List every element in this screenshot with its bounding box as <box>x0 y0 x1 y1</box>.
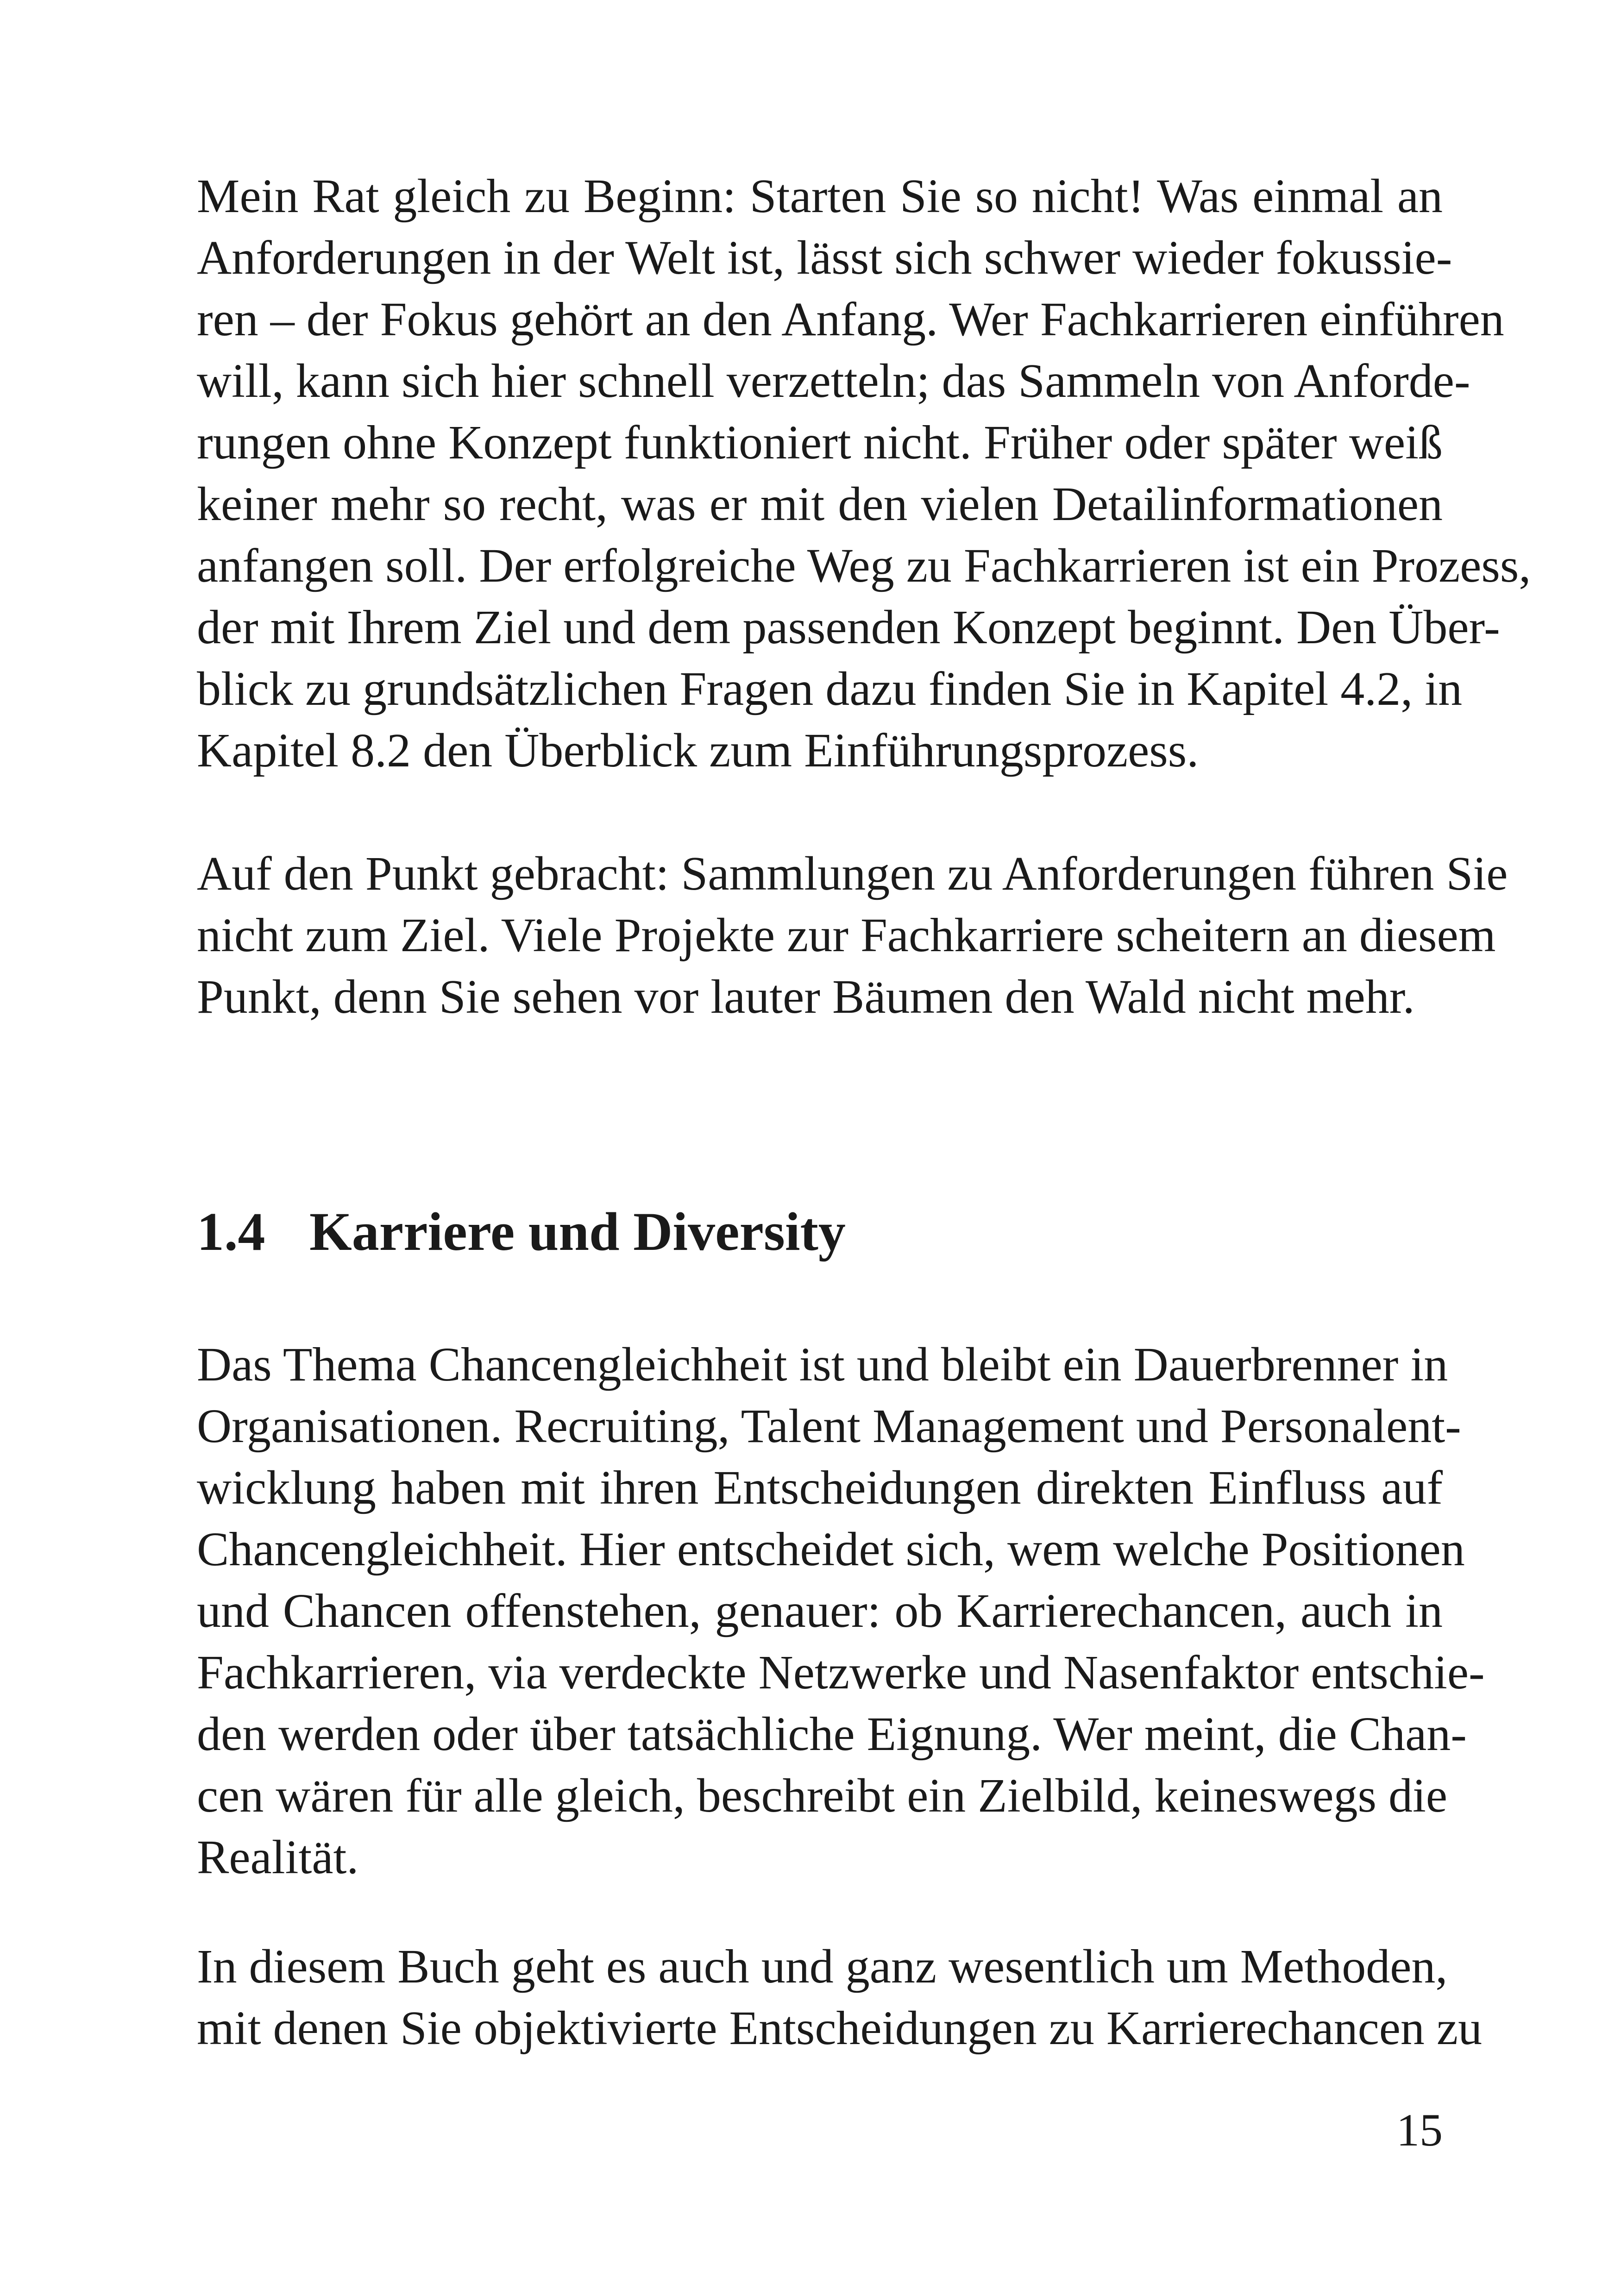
paragraph-3-line: Das Thema Chancengleichheit ist und bleibt ein Dauerbrenner in <box>197 1338 1448 1391</box>
paragraph-1-line: Anforderungen in der Welt ist, lässt sich schwer wieder fokussie- <box>197 231 1452 284</box>
paragraph-1-line: Kapitel 8.2 den Überblick zum Einführungsprozess. <box>197 724 1199 777</box>
paragraph-1-line: blick zu grundsätzlichen Fragen dazu finden Sie in Kapitel 4.2, in <box>197 662 1463 715</box>
paragraph-3-line: wicklung haben mit ihren Entscheidungen direkten Einfluss auf <box>197 1461 1443 1514</box>
section-heading <box>197 1199 846 1264</box>
paragraph-4-line: mit denen Sie objektivierte Entscheidungen zu Karrierechancen zu <box>197 2001 1483 2055</box>
paragraph-1-line: Mein Rat gleich zu Beginn: Starten Sie so nicht! Was einmal an <box>197 169 1443 223</box>
paragraph-3-line: cen wären für alle gleich, beschreibt ein Zielbild, keineswegs die <box>197 1769 1448 1822</box>
paragraph-4 <box>197 1936 1483 2059</box>
paragraph-4-line: In diesem Buch geht es auch und ganz wesentlich um Methoden, <box>197 1940 1448 1993</box>
paragraph-1-line: rungen ohne Konzept funktioniert nicht. Früher oder später weiß <box>197 416 1443 469</box>
section-number: 1.4 <box>197 1201 265 1262</box>
paragraph-3-line: Realität. <box>197 1831 359 1884</box>
paragraph-1-line: will, kann sich hier schnell verzetteln; das Sammeln von Anforde- <box>197 354 1470 408</box>
section-title: Karriere und Diversity <box>309 1201 846 1262</box>
paragraph-3-line: und Chancen offenstehen, genauer: ob Karrierechancen, auch in <box>197 1584 1443 1637</box>
paragraph-1-line: ren – der Fokus gehört an den Anfang. Wer Fachkarrieren einführen <box>197 293 1504 346</box>
paragraph-2 <box>197 843 1508 1028</box>
paragraph-1-line: anfangen soll. Der erfolgreiche Weg zu Fachkarrieren ist ein Prozess, <box>197 539 1531 592</box>
paragraph-3-line: Organisationen. Recruiting, Talent Management und Personalent- <box>197 1399 1461 1453</box>
paragraph-1 <box>197 165 1531 781</box>
paragraph-2-line: Auf den Punkt gebracht: Sammlungen zu Anforderungen führen Sie <box>197 847 1508 900</box>
paragraph-2-line: Punkt, denn Sie sehen vor lauter Bäumen den Wald nicht mehr. <box>197 970 1415 1023</box>
page-number: 15 <box>1396 2104 1443 2156</box>
paragraph-3-line: Fachkarrieren, via verdeckte Netzwerke und Nasenfaktor entschie- <box>197 1646 1485 1699</box>
paragraph-2-line: nicht zum Ziel. Viele Projekte zur Fachkarriere scheitern an diesem <box>197 909 1496 962</box>
paragraph-1-line: keiner mehr so recht, was er mit den vielen Detailinformationen <box>197 477 1443 531</box>
paragraph-3-line: den werden oder über tatsächliche Eignung. Wer meint, die Chan- <box>197 1707 1467 1761</box>
paragraph-1-line: der mit Ihrem Ziel und dem passenden Konzept beginnt. Den Über- <box>197 601 1500 654</box>
paragraph-3-line: Chancengleichheit. Hier entscheidet sich, wem welche Positionen <box>197 1523 1465 1576</box>
paragraph-3 <box>197 1334 1485 1888</box>
